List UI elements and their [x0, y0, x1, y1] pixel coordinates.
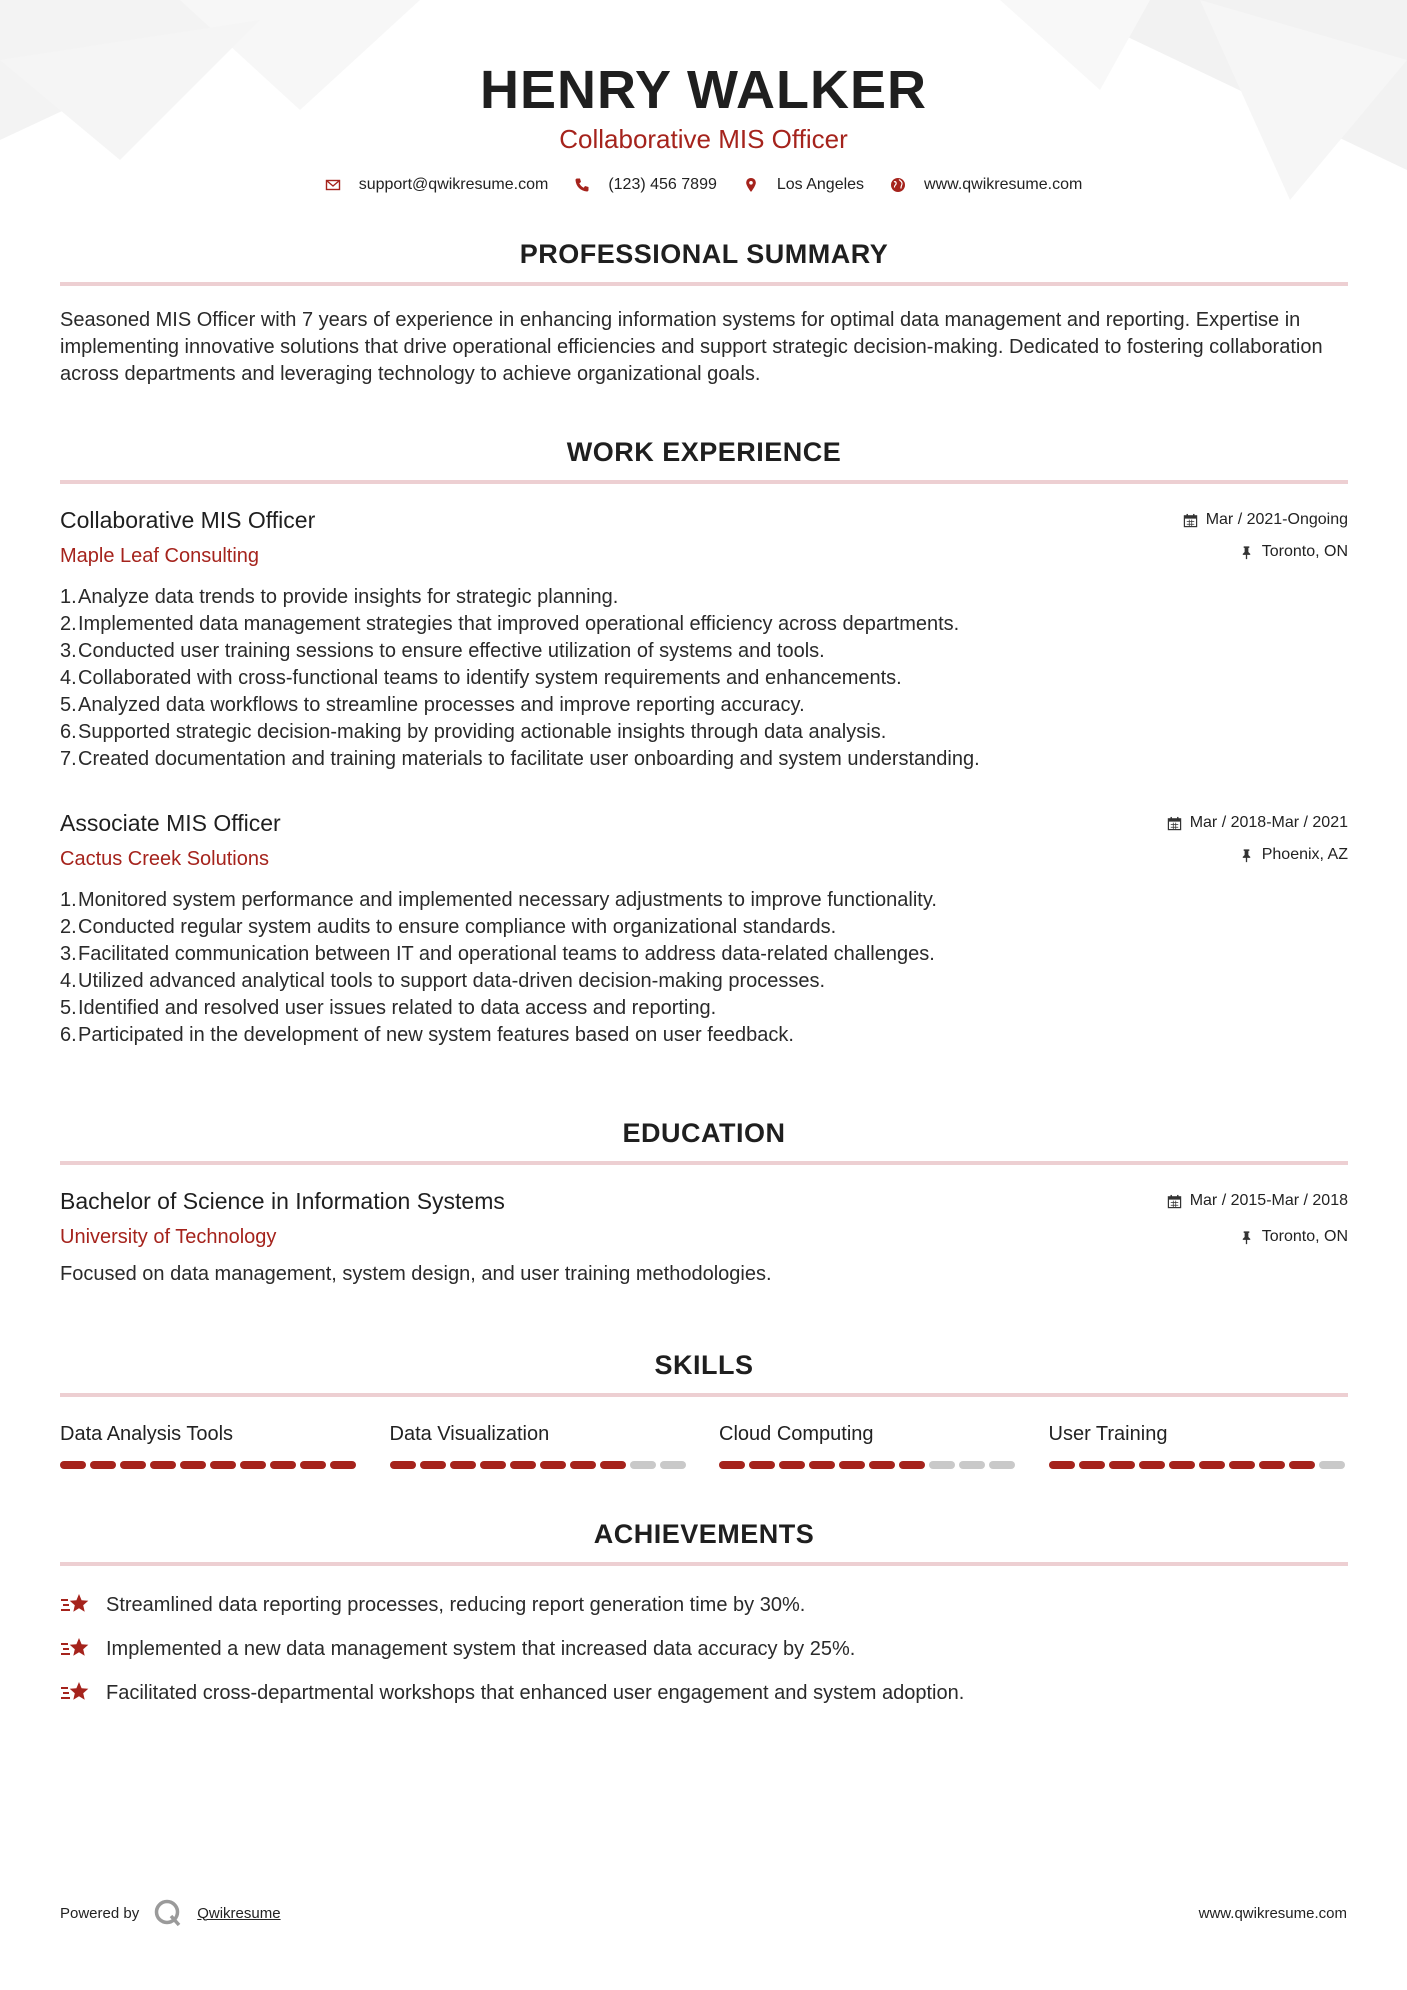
shooting-star-icon	[60, 1591, 92, 1619]
skill-item	[60, 1421, 360, 1469]
skill-segment-filled	[1109, 1461, 1135, 1469]
candidate-title: Collaborative MIS Officer	[559, 124, 848, 154]
skill-segment-filled	[60, 1461, 86, 1469]
section-divider	[60, 480, 1348, 484]
skill-name: Cloud Computing	[719, 1423, 874, 1445]
contact-location	[743, 176, 864, 194]
contact-phone[interactable]	[574, 176, 717, 194]
list-item: 6. Participated in the development of new system features based on user feedback.	[60, 1024, 794, 1046]
skill-segment-filled	[1289, 1461, 1315, 1469]
skill-segment-filled	[480, 1461, 506, 1469]
skill-segment-filled	[1259, 1461, 1285, 1469]
list-item: 2. Implemented data management strategies that improved operational efficiency across departments.	[60, 613, 960, 635]
skill-segment-filled	[330, 1461, 356, 1469]
envelope-icon	[325, 177, 341, 193]
duties-list	[60, 887, 1348, 1049]
education-meta	[1167, 1191, 1348, 1247]
skill-segment-filled	[180, 1461, 206, 1469]
skills-grid	[60, 1421, 1348, 1469]
job-dates	[1183, 510, 1348, 530]
job-location	[1167, 845, 1348, 865]
shooting-star-icon	[60, 1635, 92, 1663]
skill-segment-filled	[270, 1461, 296, 1469]
list-item: 4. Utilized advanced analytical tools to support data-driven decision-making processes.	[60, 970, 826, 992]
phone-text: (123) 456 7899	[608, 176, 717, 193]
footer-website[interactable]: www.qwikresume.com	[1198, 1904, 1347, 1922]
job-dates	[1167, 813, 1348, 833]
summary-heading: PROFESSIONAL SUMMARY	[519, 239, 889, 269]
section-divider	[60, 1393, 1348, 1397]
job-location-text: Phoenix, AZ	[1261, 846, 1348, 863]
resume-header	[0, 0, 1407, 194]
brand-link[interactable]: Qwikresume	[197, 1904, 281, 1922]
skill-segment-empty	[660, 1461, 686, 1469]
achievement-item	[60, 1634, 1348, 1664]
skill-segment-filled	[150, 1461, 176, 1469]
job-meta	[1183, 510, 1348, 562]
education-description: Focused on data management, system design, and user training methodologies.	[60, 1263, 772, 1285]
skill-rating-bar	[390, 1461, 690, 1469]
skill-segment-filled	[899, 1461, 925, 1469]
skill-segment-empty	[989, 1461, 1015, 1469]
achievement-item	[60, 1590, 1348, 1620]
skill-segment-filled	[570, 1461, 596, 1469]
skill-name: Data Visualization	[389, 1423, 550, 1445]
skill-segment-filled	[1229, 1461, 1255, 1469]
skill-segment-filled	[1079, 1461, 1105, 1469]
job-entry	[60, 506, 1348, 773]
education-location	[1167, 1227, 1348, 1247]
skill-segment-filled	[210, 1461, 236, 1469]
skill-segment-filled	[540, 1461, 566, 1469]
achievement-text: Streamlined data reporting processes, reducing report generation time by 30%.	[106, 1593, 806, 1616]
skill-segment-filled	[420, 1461, 446, 1469]
school-name: University of Technology	[60, 1226, 277, 1248]
skill-segment-filled	[240, 1461, 266, 1469]
education-section	[60, 1117, 1348, 1287]
job-title: Collaborative MIS Officer	[60, 507, 316, 533]
list-item: 6. Supported strategic decision-making by providing actionable insights through data analysis.	[60, 721, 887, 743]
skill-segment-filled	[90, 1461, 116, 1469]
skill-segment-filled	[1139, 1461, 1165, 1469]
calendar-icon	[1183, 513, 1198, 528]
skill-segment-empty	[630, 1461, 656, 1469]
website-text: www.qwikresume.com	[924, 176, 1083, 193]
skill-item	[1049, 1421, 1349, 1469]
skill-segment-filled	[1199, 1461, 1225, 1469]
achievement-text: Facilitated cross-departmental workshops that enhanced user engagement and system adoption.	[106, 1681, 965, 1704]
section-divider	[60, 282, 1348, 286]
qwikresume-logo-icon	[153, 1898, 183, 1928]
skill-segment-filled	[120, 1461, 146, 1469]
candidate-name: HENRY WALKER	[479, 60, 928, 120]
skill-segment-filled	[809, 1461, 835, 1469]
list-item: 1. Analyze data trends to provide insights for strategic planning.	[60, 586, 619, 608]
job-company: Maple Leaf Consulting	[60, 545, 260, 567]
education-dates	[1167, 1191, 1348, 1211]
achievements-list	[60, 1590, 1348, 1708]
skill-rating-bar	[719, 1461, 1019, 1469]
skill-segment-filled	[600, 1461, 626, 1469]
list-item: 5. Identified and resolved user issues related to data access and reporting.	[60, 997, 717, 1019]
shooting-star-icon	[60, 1679, 92, 1707]
skill-segment-filled	[749, 1461, 775, 1469]
powered-by	[60, 1898, 281, 1928]
job-dates-text: Mar / 2021-Ongoing	[1205, 511, 1348, 528]
list-item: 5. Analyzed data workflows to streamline processes and improve reporting accuracy.	[60, 694, 805, 716]
list-item: 4. Collaborated with cross-functional teams to identify system requirements and enhancements.	[60, 667, 902, 689]
duties-list	[60, 584, 1348, 773]
achievements-heading: ACHIEVEMENTS	[593, 1519, 815, 1549]
pushpin-icon	[1239, 545, 1254, 560]
skill-segment-filled	[839, 1461, 865, 1469]
globe-icon	[890, 177, 906, 193]
education-heading: EDUCATION	[622, 1118, 786, 1148]
pushpin-icon	[1239, 848, 1254, 863]
skill-name: Data Analysis Tools	[60, 1423, 234, 1445]
map-pin-icon	[743, 177, 759, 193]
contact-website[interactable]	[890, 176, 1082, 194]
list-item: 1. Monitored system performance and implemented necessary adjustments to improve functionality.	[60, 889, 937, 911]
achievements-section	[60, 1518, 1348, 1708]
skill-segment-filled	[390, 1461, 416, 1469]
list-item: 3. Conducted user training sessions to ensure effective utilization of systems and tools.	[60, 640, 825, 662]
powered-by-label: Powered by	[60, 1904, 140, 1922]
contact-email[interactable]	[325, 176, 549, 194]
skill-segment-empty	[929, 1461, 955, 1469]
skill-rating-bar	[1049, 1461, 1349, 1469]
skill-segment-filled	[1169, 1461, 1195, 1469]
skill-item	[390, 1421, 690, 1469]
skill-segment-filled	[869, 1461, 895, 1469]
achievement-text: Implemented a new data management system that increased data accuracy by 25%.	[106, 1637, 856, 1660]
contact-bar	[0, 176, 1407, 194]
skill-segment-filled	[719, 1461, 745, 1469]
skill-segment-filled	[450, 1461, 476, 1469]
pushpin-icon	[1239, 1230, 1254, 1245]
skills-section	[60, 1349, 1348, 1469]
summary-text: Seasoned MIS Officer with 7 years of experience in enhancing information systems for optimal data management and reporting. Expertise in implementing innovative solutions that drive operational efficiencies and support strategic decision-making. Dedicated to fostering collaboration across departments and leveraging technology to achieve organizational goals.	[60, 309, 1323, 385]
job-meta	[1167, 813, 1348, 865]
degree-title: Bachelor of Science in Information Systems	[60, 1188, 505, 1214]
job-company: Cactus Creek Solutions	[60, 848, 269, 870]
email-text: support@qwikresume.com	[358, 176, 549, 193]
calendar-icon	[1167, 816, 1182, 831]
skills-heading: SKILLS	[654, 1350, 754, 1380]
skill-item	[719, 1421, 1019, 1469]
job-location-text: Toronto, ON	[1261, 543, 1348, 560]
page-footer	[60, 1898, 1347, 1928]
section-divider	[60, 1562, 1348, 1566]
skill-segment-filled	[1049, 1461, 1075, 1469]
experience-heading: WORK EXPERIENCE	[566, 437, 842, 467]
section-divider	[60, 1161, 1348, 1165]
skill-segment-filled	[300, 1461, 326, 1469]
skill-segment-filled	[779, 1461, 805, 1469]
location-text: Los Angeles	[776, 176, 865, 193]
calendar-icon	[1167, 1194, 1182, 1209]
summary-section	[60, 238, 1348, 388]
list-item: 2. Conducted regular system audits to ensure compliance with organizational standards.	[60, 916, 837, 938]
job-entry	[60, 809, 1348, 1049]
education-entry	[60, 1187, 1348, 1287]
education-dates-text: Mar / 2015-Mar / 2018	[1189, 1192, 1348, 1209]
skill-segment-filled	[510, 1461, 536, 1469]
achievement-item	[60, 1678, 1348, 1708]
job-dates-text: Mar / 2018-Mar / 2021	[1189, 814, 1348, 831]
list-item: 7. Created documentation and training materials to facilitate user onboarding and system understanding.	[60, 748, 980, 770]
skill-segment-empty	[1319, 1461, 1345, 1469]
list-item: 3. Facilitated communication between IT and operational teams to address data-related challenges.	[60, 943, 935, 965]
education-location-text: Toronto, ON	[1261, 1228, 1348, 1245]
skill-rating-bar	[60, 1461, 360, 1469]
experience-section	[60, 436, 1348, 1049]
phone-icon	[574, 177, 590, 193]
job-location	[1183, 542, 1348, 562]
skill-segment-empty	[959, 1461, 985, 1469]
skill-name: User Training	[1048, 1423, 1168, 1445]
job-title: Associate MIS Officer	[60, 810, 281, 836]
